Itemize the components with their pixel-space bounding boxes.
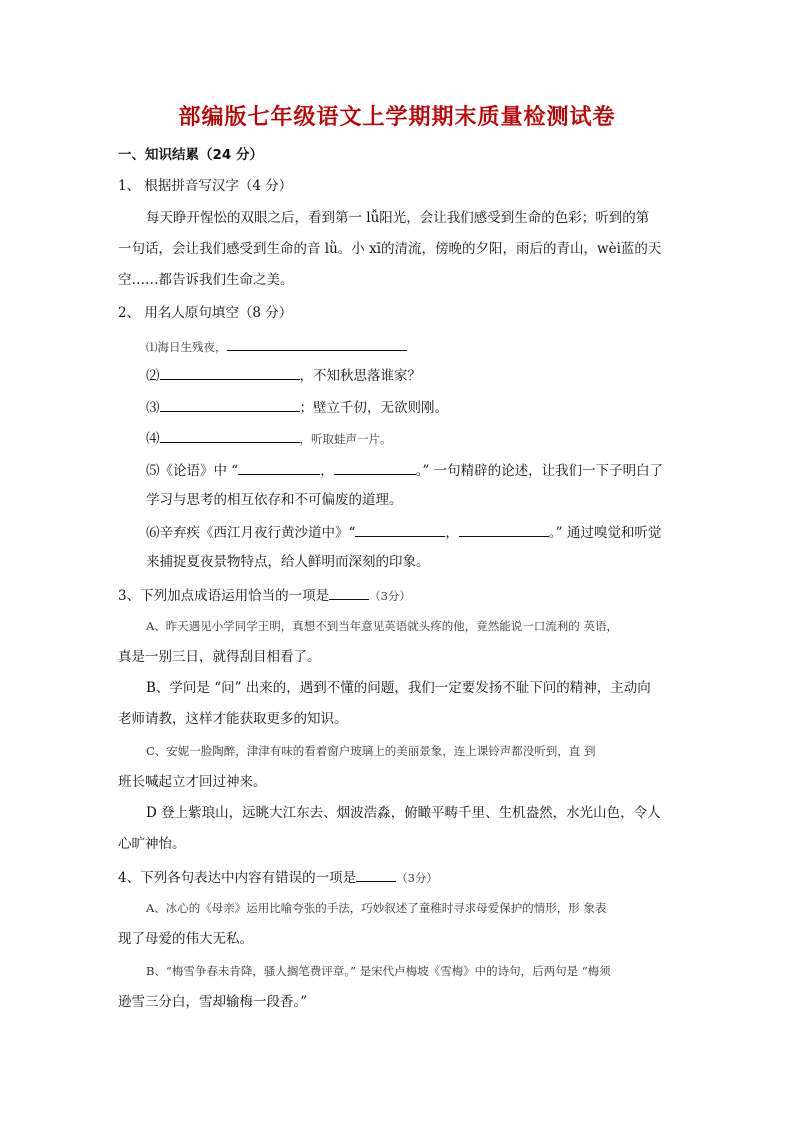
fill-item-3-text: ；壁立千仞，无欲则刚。	[299, 400, 448, 416]
page-title: 部编版七年级语文上学期期末质量检测试卷	[178, 105, 616, 130]
answer-blank[interactable]	[334, 459, 416, 475]
fill-item-5-prefix: ⑸《论语》中 “	[146, 463, 239, 479]
option-b-line: 老师请教，这样才能获取更多的知识。	[118, 711, 348, 727]
question-4-score: （3分）	[396, 871, 438, 885]
fill-item-5-continued: 学习与思考的相互依存和不可偏废的道理。	[146, 492, 403, 508]
fill-item-5-text: 。” 一句精辟的论述，让我们一下子明白了	[415, 463, 664, 479]
option-d-line: 心旷神怡。	[118, 836, 186, 852]
answer-blank[interactable]	[356, 866, 396, 882]
answer-blank[interactable]	[160, 427, 300, 443]
fill-item-3	[146, 396, 448, 418]
answer-blank[interactable]	[160, 364, 300, 380]
fill-item-6	[146, 521, 661, 543]
fill-item-4-prefix: ⑷	[146, 431, 160, 447]
option-c-line: C、安妮一脸陶醉，津津有味的看着窗户玻璃上的美丽景象，连上课铃声都没听到，直 到	[146, 744, 596, 758]
question-3-score: （3分）	[369, 589, 411, 603]
answer-blank[interactable]	[459, 521, 549, 537]
fill-item-4-text: ，听取蛙声一片。	[299, 432, 392, 446]
question-4-heading	[118, 866, 438, 888]
option-b-line: B、学问是 “问” 出来的，遇到不懂的问题，我们一定要发扬不耻下问的精神，主动向	[146, 680, 651, 696]
option-b-line: 逊雪三分白，雪却输梅一段香。”	[118, 994, 308, 1010]
question-2-heading: 2、 用名人原句填空（8 分）	[118, 305, 293, 321]
option-a-line: A、冰心的《母亲》运用比喻夸张的手法，巧妙叙述了童稚时寻求母爱保护的情形，形 象表	[146, 901, 607, 915]
question-1-text-line: 每天睁开惺忪的双眼之后，看到第一 lǚ阳光，会让我们感受到生命的色彩；听到的第	[146, 210, 650, 226]
option-a-line: 现了母爱的伟大无私。	[118, 931, 253, 947]
answer-blank[interactable]	[355, 521, 445, 537]
fill-item-1-text: ⑴海日生残夜，	[146, 340, 227, 354]
section-heading: 一、知识结累（24 分）	[118, 147, 263, 163]
answer-blank[interactable]	[329, 584, 369, 600]
option-c-line: 班长喊起立才回过神来。	[118, 774, 267, 790]
question-4-heading-text: 4、下列各句表达中内容有错误的一项是	[118, 870, 357, 886]
fill-item-6-continued: 来捕捉夏夜景物特点，给人鲜明而深刻的印象。	[146, 554, 430, 570]
question-3-heading	[118, 584, 411, 606]
question-1-heading: 1、 根据拼音写汉字（4 分）	[118, 178, 293, 194]
fill-item-2-prefix: ⑵	[146, 368, 160, 384]
option-a-line: A、昨天遇见小学同学王明，真想不到当年意见英语就头疼的他，竟然能说一口流利的 英语，	[146, 619, 618, 633]
fill-item-2-text: ，不知秋思落谁家？	[299, 368, 421, 384]
answer-blank[interactable]	[227, 335, 407, 351]
fill-item-6-sep: ，	[445, 525, 459, 541]
fill-item-5	[146, 459, 663, 481]
fill-item-4	[146, 427, 392, 449]
fill-item-6-prefix: ⑹辛弃疾《西江月夜行黄沙道中》“	[146, 525, 356, 541]
answer-blank[interactable]	[160, 396, 300, 412]
question-1-text-line: 空……都告诉我们生命之美。	[118, 272, 294, 288]
fill-item-5-sep: ，	[320, 463, 334, 479]
fill-item-3-prefix: ⑶	[146, 400, 160, 416]
option-d-line: D 登上紫琅山，远眺大江东去、烟波浩淼，俯瞰平畴千里、生机盎然，水光山色，令人	[146, 805, 661, 821]
fill-item-6-text: 。” 通过嗅觉和听觉	[548, 525, 662, 541]
question-1-text-line: 一句话，会让我们感受到生命的音 lǜ。小 xī的清流，傍晚的夕阳，雨后的青山，wèi蓝的天	[118, 241, 662, 257]
question-3-heading-text: 3、下列加点成语运用恰当的一项是	[118, 588, 330, 604]
fill-item-1	[146, 335, 407, 357]
option-a-line: 真是一别三日，就得刮目相看了。	[118, 649, 321, 665]
option-b-line: B、“梅雪争春未肯降，骚人搁笔费评章。” 是宋代卢梅坡《雪梅》中的诗句，后两句是 “梅须	[146, 964, 611, 978]
fill-item-2	[146, 364, 421, 386]
answer-blank[interactable]	[238, 459, 320, 475]
